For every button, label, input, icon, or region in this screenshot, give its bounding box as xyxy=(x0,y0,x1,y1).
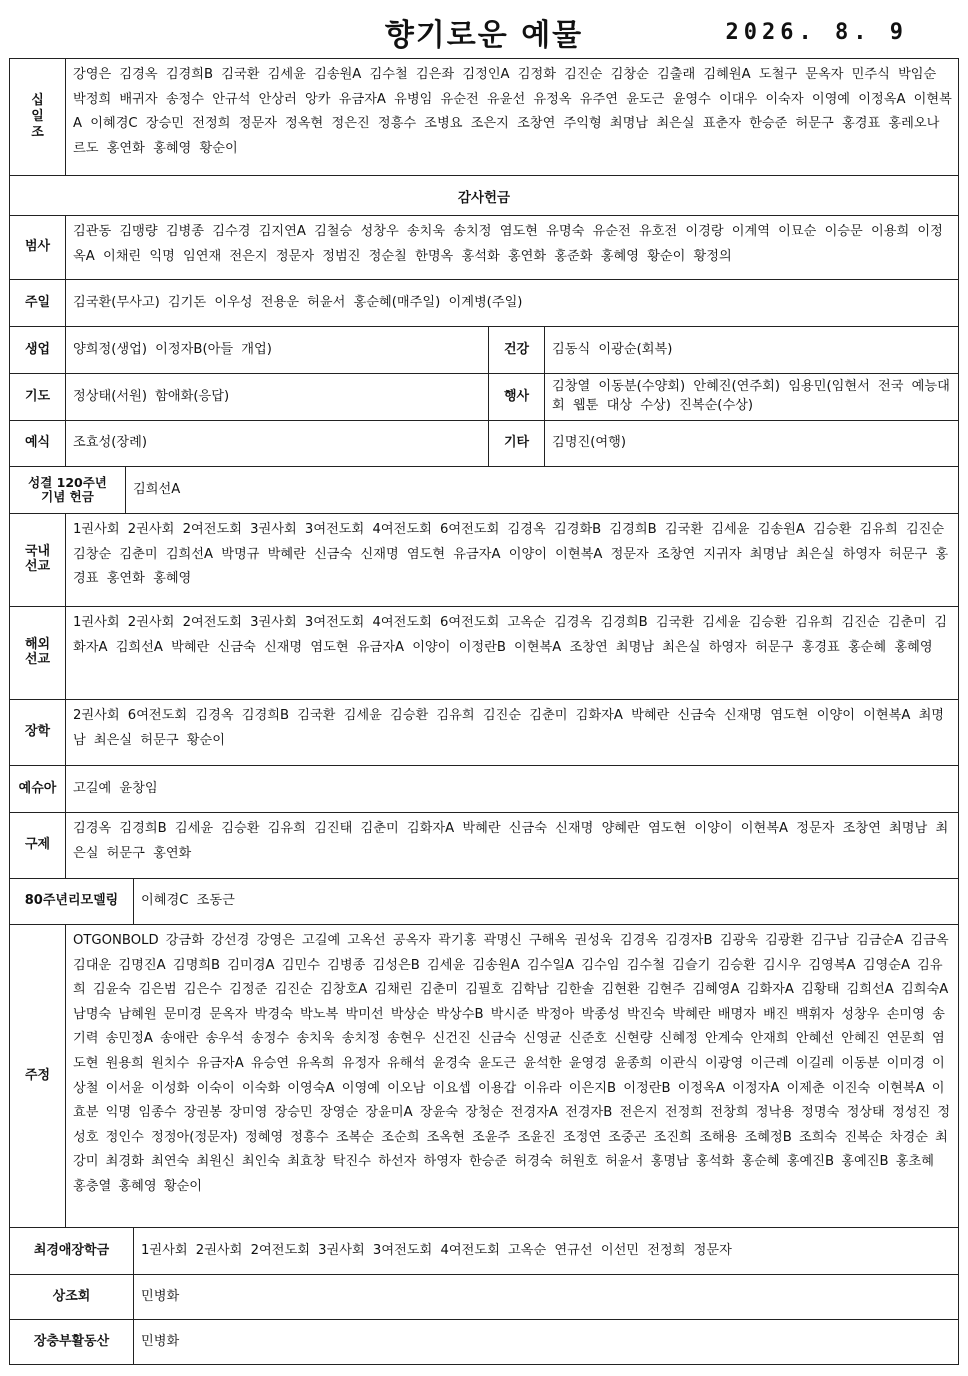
page-header xyxy=(0,0,968,58)
row-yesik-gita xyxy=(10,421,958,467)
names-remodeling: 이혜경C 조동근 xyxy=(141,893,235,909)
label-geongang: 건강 xyxy=(489,327,545,373)
label-bumsa: 범사 xyxy=(10,216,66,279)
offering-table xyxy=(9,58,959,1365)
label-gungnae: 국내 선교 xyxy=(10,514,66,606)
row-sangjohoe xyxy=(10,1275,958,1320)
row-saengeop-geongang xyxy=(10,327,958,374)
row-juil xyxy=(10,280,958,327)
row-gamsa-heading xyxy=(10,176,958,216)
row-gido-haengsa xyxy=(10,374,958,421)
names-geongang: 김동식 이광순(회복) xyxy=(552,341,673,357)
names-jujeong: OTGONBOLD 강금화 강선경 강영은 고길예 고옥선 공옥자 곽기홍 곽명신 구해옥 권성욱 김경옥 김경자B 김광욱 김광환 김구남 김금순A 김금옥 김대운 김명진A 김명희B 김미경A 김민수 김병종 김성은B 김세윤 김송원A 김수일A 김수임 김수철 김슬기 김승환 김시우 김영복A 김영순A 김유희 김윤숙 김은범 김은수 김정준 김진순 김창호A 김채린 김춘미 김필호 김학남 김한솔 김현환 김현주 김혜영A 김화자A 김황태 김희선A 김희숙A 남명숙 남혜원 문미경 문옥자 박경숙 박노복 박미선 박상순 박상수B 박시준 박정아 박종성 박진숙 박혜란 배명자 배진 백휘자 성창우 손미영 송기력 송민정A 송애란 송우석 송정수 송치욱 송치정 송현우 신건진 신금숙 신영균 신준호 신현량 신혜정 안계숙 안재희 안혜선 안혜진 연문희 염도현 원용희 원치수 유금자A 유승연 유옥희 유정자 유해석 윤경숙 윤도근 윤석한 윤영경 윤종희 이관식 이광영 이근례 이길레 이동분 이미경 이상철 이서윤 이성화 이숙이 이숙화 이영숙A 이영예 이오남 이요셉 이용갑 이유라 이은지B 이정란B 이정옥A 이정자A 이제춘 이진숙 이현복A 이효분 익명 임종수 장권봉 장미영 장승민 장영순 장윤미A 장윤숙 장청순 전경자A 전경자B 전은지 전정희 전창희 정낙용 정명숙 정상태 정성진 정성호 정인수 정정아(정문자) 정혜영 정흥수 조복순 조순희 조옥현 조윤주 조윤진 조정연 조중곤 조진희 조해용 조혜정B 조희숙 진복순 차경순 최강미 최경화 최연숙 최원신 최인숙 최효창 탁진수 하선자 하영자 한승준 허경숙 허원호 허윤서 홍명남 홍석화 홍순혜 홍예진B 홍예진B 홍초혜 홍충열 홍혜영 황순이 xyxy=(73,933,951,1194)
names-choegyeong: 1권사회 2권사회 2여전도회 3권사회 3여전도회 4여전도회 고옥순 연규선 이선민 전정희 정문자 xyxy=(141,1242,732,1258)
label-gita: 기타 xyxy=(489,421,545,466)
names-guje: 김경옥 김경희B 김세윤 김승환 김유희 김진태 김춘미 김화자A 박혜란 신금숙 신재명 양혜란 염도현 이양이 이현복A 정문자 조창연 최명남 최은실 허문구 홍연화 xyxy=(73,821,949,861)
label-jangchung: 장충부활동산 xyxy=(10,1320,134,1364)
names-yesik: 조효성(장례) xyxy=(73,435,147,451)
section-heading-gamsa: 감사헌금 xyxy=(457,189,511,206)
label-seonggyeol: 성결 120주년 기념 헌금 xyxy=(10,467,126,513)
label-haeoe: 해외 선교 xyxy=(10,607,66,699)
names-jangchung: 민병화 xyxy=(141,1333,180,1349)
names-bumsa: 김관동 김맹량 김병종 김수경 김지연A 김철승 성창우 송치욱 송치정 염도현 유명숙 유순전 유호전 이경랑 이계역 이묘순 이승문 이용희 이정옥A 이채린 익명 임연재 전은지 정문자 정범진 정순칠 한명옥 홍석화 홍연화 홍준화 홍혜영 황순이 황정의 xyxy=(73,224,943,264)
names-sangjohoe: 민병화 xyxy=(141,1288,180,1304)
names-gungnae: 1권사회 2권사회 2여전도회 3권사회 3여전도회 4여전도회 6여전도회 김경옥 김경화B 김경희B 김국환 김세윤 김송원A 김승환 김유희 김진순 김창순 김춘미 김희선A 박명규 박혜란 신금숙 신재명 염도현 유금자A 이양이 이현복A 정문자 조창연 지귀자 최명남 최은실 하영자 허문구 홍경표 홍연화 홍혜영 xyxy=(73,522,949,587)
names-janghak: 2권사회 6여전도회 김경옥 김경희B 김국환 김세윤 김승환 김유희 김진순 김춘미 김화자A 박혜란 신금숙 신재명 염도현 이양이 이현복A 최명남 최은실 허문구 황순이 xyxy=(73,708,945,748)
names-haeoe: 1권사회 2권사회 2여전도회 3권사회 3여전도회 4여전도회 6여전도회 고옥순 김경옥 김경희B 김국환 김세윤 김승환 김유희 김진순 김춘미 김화자A 김희선A 박혜란 신금숙 신재명 염도현 유금자A 이양이 이정란B 이현복A 조창연 최명남 최은실 하영자 허문구 홍경표 홍순혜 홍혜영 xyxy=(73,615,948,655)
names-saengeop: 양희정(생업) 이정자B(아들 개업) xyxy=(73,341,272,357)
page-title: 향기로운 예물 xyxy=(384,18,584,53)
row-sipiljo xyxy=(10,59,958,176)
label-haengsa: 행사 xyxy=(489,374,545,420)
row-janghak xyxy=(10,700,958,766)
row-haeoe xyxy=(10,607,958,700)
label-yesyua: 예슈아 xyxy=(10,766,66,812)
label-guje: 구제 xyxy=(10,813,66,878)
names-haengsa: 김창열 이동분(수양회) 안혜진(연주회) 임용민(임현서 전국 예능대회 웹툰 대상 수상) 진복순(수상) xyxy=(552,379,950,413)
label-remodeling: 80주년리모델링 xyxy=(10,879,134,924)
label-jujeong: 주정 xyxy=(10,925,66,1227)
row-remodeling xyxy=(10,879,958,925)
row-seonggyeol xyxy=(10,467,958,514)
names-seonggyeol: 김희선A xyxy=(133,481,181,497)
label-janghak: 장학 xyxy=(10,700,66,765)
row-guje xyxy=(10,813,958,879)
row-jangchung xyxy=(10,1320,958,1364)
label-gido: 기도 xyxy=(10,374,66,420)
names-yesyua: 고길예 윤창임 xyxy=(73,780,158,796)
label-juil: 주일 xyxy=(10,280,66,326)
names-gita: 김명진(여행) xyxy=(552,435,626,451)
label-choegyeong: 최경애장학금 xyxy=(10,1228,134,1274)
names-sipiljo: 강영은 김경옥 김경희B 김국환 김세윤 김송원A 김수철 김은좌 김정인A 김정화 김진순 김창순 김출래 김혜원A 도철구 문옥자 민주식 박임순 박정희 배귀자 송정수 안규석 안상러 앙카 유금자A 유병임 유순전 유윤선 유정옥 유주연 윤도근 윤영수 이대우 이숙자 이영예 이정옥A 이현복A 이혜경C 장승민 전정희 정문자 정옥현 정은진 정흥수 조병요 조은지 조창연 주익형 최명남 최은실 표춘자 한승준 허문구 홍경표 홍레오나르도 홍연화 홍혜영 황순이 xyxy=(73,67,952,156)
page-date: 2026. 8. 9 xyxy=(725,20,908,45)
label-yesik: 예식 xyxy=(10,421,66,466)
row-gungnae xyxy=(10,514,958,607)
row-choegyeong xyxy=(10,1228,958,1275)
label-saengeop: 생업 xyxy=(10,327,66,373)
label-sipiljo: 십 일 조 xyxy=(10,59,66,175)
row-yesyua xyxy=(10,766,958,813)
names-gido: 정상태(서원) 함애화(응답) xyxy=(73,388,230,404)
row-jujeong xyxy=(10,925,958,1228)
row-bumsa xyxy=(10,216,958,280)
label-sangjohoe: 상조회 xyxy=(10,1275,134,1319)
names-juil: 김국환(무사고) 김기돈 이우성 전용운 허윤서 홍순혜(매주일) 이계병(주일) xyxy=(73,294,523,310)
